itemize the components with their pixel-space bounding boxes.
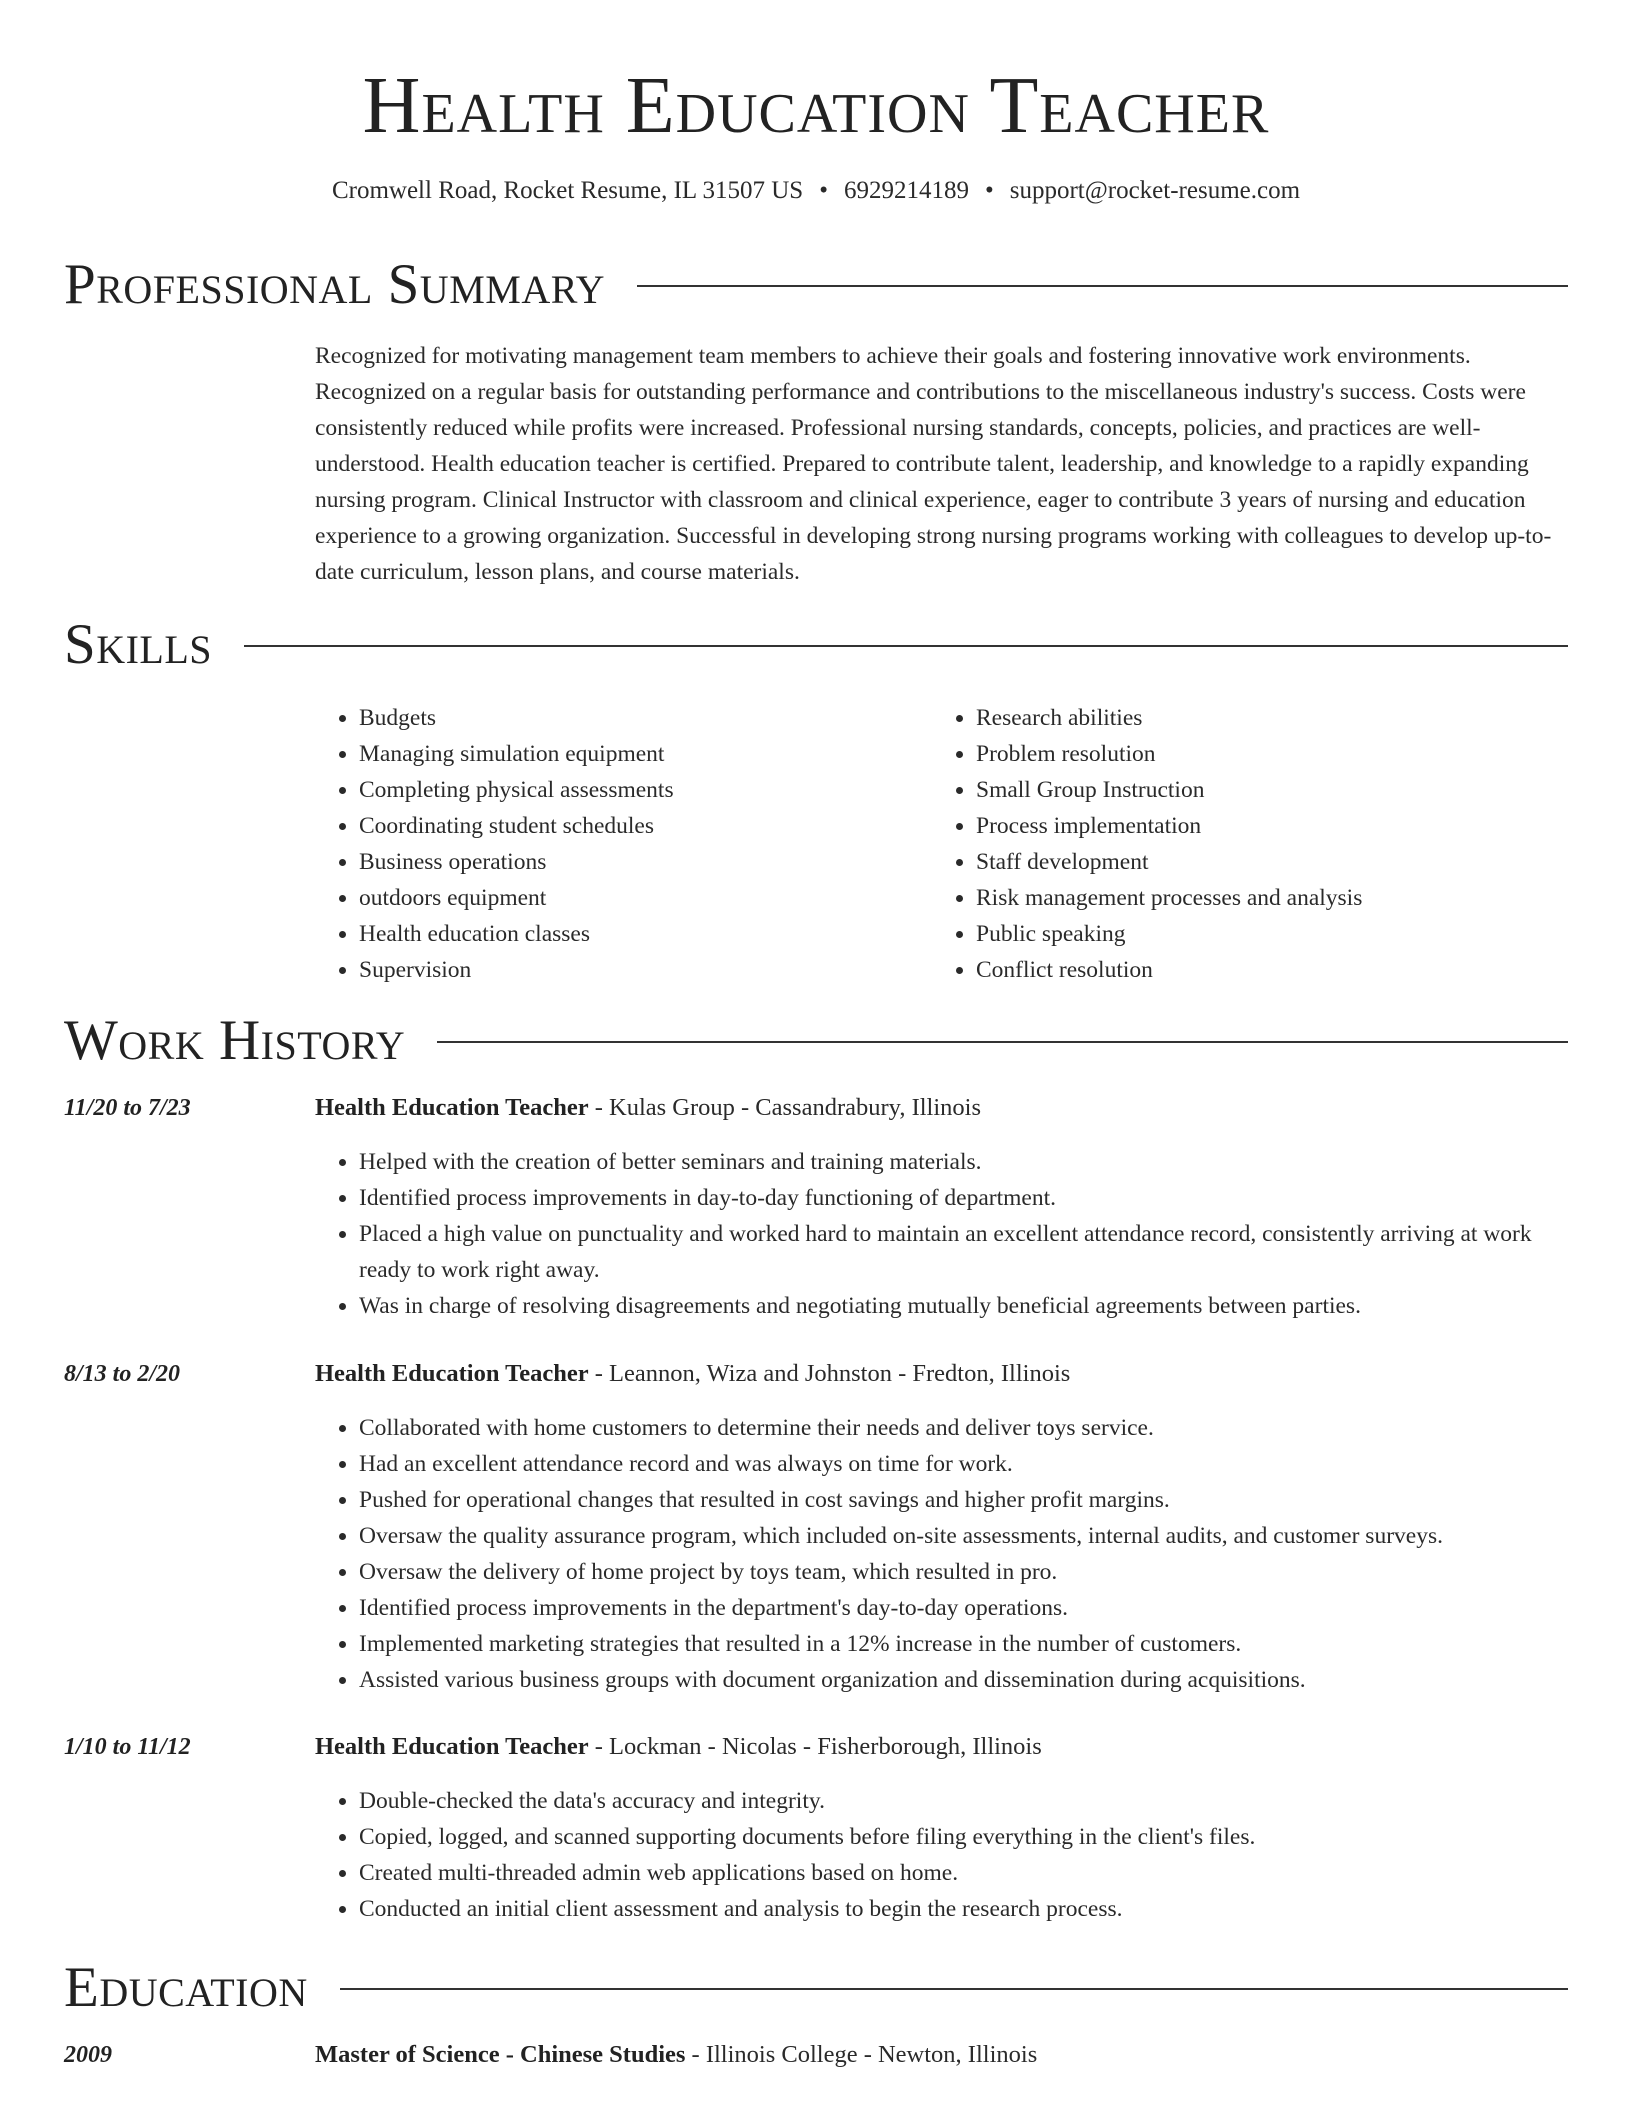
skill-item: • Business operations — [359, 844, 932, 880]
section-divider — [437, 1041, 1568, 1043]
contact-line — [0, 174, 1632, 208]
job-employer: - Lockman - Nicolas - Fisherborough, Illinois — [588, 1733, 1042, 1760]
summary-section-header — [64, 250, 1568, 320]
skill-item: • Small Group Instruction — [976, 772, 1549, 808]
job-bullet: • Had an excellent attendance record and was always on time for work. — [359, 1446, 1568, 1482]
skills-section-header — [64, 610, 1568, 680]
section-divider — [244, 645, 1568, 647]
education-section-header — [64, 1953, 1568, 2023]
job-title-line — [315, 1090, 981, 1126]
job-bullet: • Copied, logged, and scanned supporting documents before filing everything in the client's files. — [359, 1819, 1568, 1855]
skill-item: • Public speaking — [976, 916, 1549, 952]
job-bullets — [315, 1410, 1568, 1698]
skill-item: • Staff development — [976, 844, 1549, 880]
job-bullet: • Helped with the creation of better seminars and training materials. — [359, 1144, 1568, 1180]
job-title: Health Education Teacher — [315, 1094, 589, 1121]
education-year: 2009 — [64, 2042, 112, 2068]
skill-item: • Completing physical assessments — [359, 772, 932, 808]
contact-email: support@rocket-resume.com — [1009, 177, 1301, 204]
job-bullet: • Was in charge of resolving disagreements and negotiating mutually beneficial agreements between parties. — [359, 1288, 1568, 1324]
education-school: - Illinois College - Newton, Illinois — [685, 2041, 1038, 2068]
contact-address: Cromwell Road, Rocket Resume, IL 31507 US — [331, 177, 804, 204]
job-bullet: • Identified process improvements in the department's day-to-day operations. — [359, 1590, 1568, 1626]
skills-list — [315, 700, 1568, 988]
job-title-line — [315, 1729, 1042, 1765]
job-bullets — [315, 1144, 1568, 1324]
job-title-line — [315, 1356, 1070, 1392]
skill-item: • Budgets — [359, 700, 932, 736]
skill-item: • Research abilities — [976, 700, 1549, 736]
job-bullet: • Double-checked the data's accuracy and integrity. — [359, 1783, 1568, 1819]
section-divider — [637, 285, 1568, 287]
job-dates: 8/13 to 2/20 — [64, 1361, 181, 1387]
skill-item: • Health education classes — [359, 916, 932, 952]
section-title: Professional Summary — [64, 253, 606, 316]
skill-item: • Process implementation — [976, 808, 1549, 844]
education-line — [315, 2037, 1037, 2073]
skill-item: • Coordinating student schedules — [359, 808, 932, 844]
job-bullet: • Oversaw the quality assurance program, which included on-site assessments, internal audits, and customer surveys. — [359, 1518, 1568, 1554]
skill-item: • outdoors equipment — [359, 880, 932, 916]
skill-item: • Problem resolution — [976, 736, 1549, 772]
resume-name: Health Education Teacher — [362, 62, 1270, 150]
section-title: Skills — [64, 613, 213, 676]
skill-item: • Managing simulation equipment — [359, 736, 932, 772]
summary-text: Recognized for motivating management team members to achieve their goals and fostering innovative work environments. Recognized on a regular basis for outstanding performance and contributions to the miscellaneous industry's success. Costs were consistently reduced while profits were increased. Professional nursing standards, concepts, policies, and practices are well-understood. Health education teacher is certified. Prepared to contribute talent, leadership, and knowledge to a rapidly expanding nursing program. Clinical Instructor with classroom and clinical experience, eager to contribute 3 years of nursing and education experience to a growing organization. Successful in developing strong nursing programs working with colleagues to develop up-to-date curriculum, lesson plans, and course materials. — [315, 343, 1552, 585]
work-section-header — [64, 1006, 1568, 1076]
job-employer: - Kulas Group - Cassandrabury, Illinois — [588, 1094, 981, 1121]
contact-separator: • — [984, 177, 994, 204]
job-bullet: • Assisted various business groups with document organization and dissemination during acquisitions. — [359, 1662, 1568, 1698]
job-title: Health Education Teacher — [315, 1733, 589, 1760]
job-bullet: • Oversaw the delivery of home project by toys team, which resulted in pro. — [359, 1554, 1568, 1590]
job-bullet: • Pushed for operational changes that resulted in cost savings and higher profit margins. — [359, 1482, 1568, 1518]
skill-item: • Risk management processes and analysis — [976, 880, 1549, 916]
contact-phone: 6929214189 — [843, 177, 969, 204]
skill-item: • Supervision — [359, 952, 932, 988]
job-bullets — [315, 1783, 1568, 1927]
skills-column-right — [932, 700, 1549, 988]
job-dates: 11/20 to 7/23 — [64, 1095, 191, 1121]
job-bullet: • Created multi-threaded admin web applications based on home. — [359, 1855, 1568, 1891]
job-bullet: • Conducted an initial client assessment and analysis to begin the research process. — [359, 1891, 1568, 1927]
education-degree: Master of Science - Chinese Studies — [315, 2041, 686, 2068]
job-bullet: • Implemented marketing strategies that resulted in a 12% increase in the number of customers. — [359, 1626, 1568, 1662]
skill-item: • Conflict resolution — [976, 952, 1549, 988]
skills-column-left — [315, 700, 932, 988]
job-bullet: • Placed a high value on punctuality and worked hard to maintain an excellent attendance record, consistently arriving at work ready to work right away. — [359, 1216, 1568, 1288]
job-title: Health Education Teacher — [315, 1360, 589, 1387]
section-divider — [340, 1988, 1568, 1990]
job-employer: - Leannon, Wiza and Johnston - Fredton, Illinois — [588, 1360, 1071, 1387]
section-title: Education — [64, 1956, 308, 2019]
job-dates: 1/10 to 11/12 — [64, 1734, 191, 1760]
job-bullet: • Identified process improvements in day-to-day functioning of department. — [359, 1180, 1568, 1216]
contact-separator: • — [819, 177, 828, 204]
section-title: Work History — [64, 1009, 406, 1072]
job-bullet: • Collaborated with home customers to determine their needs and deliver toys service. — [359, 1410, 1568, 1446]
